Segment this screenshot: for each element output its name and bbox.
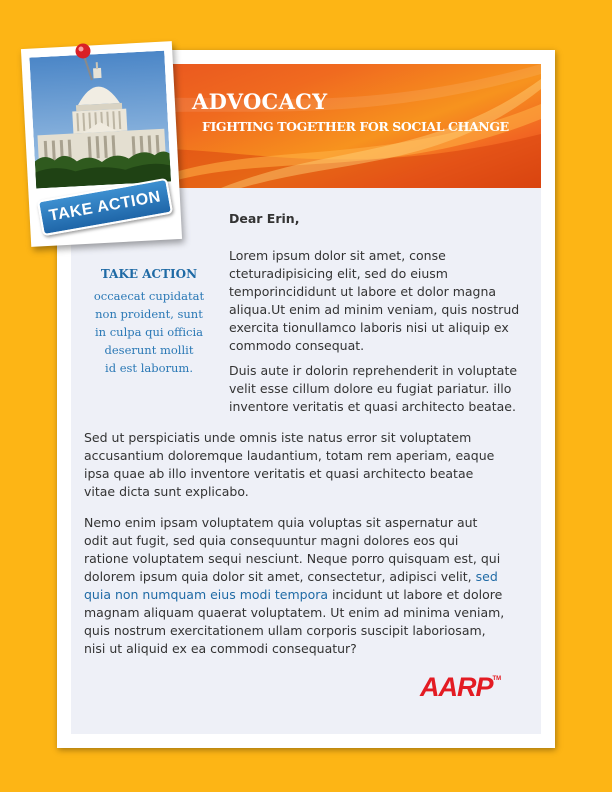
aarp-logo bbox=[420, 672, 501, 703]
banner-title: ADVOCACY bbox=[192, 89, 328, 114]
letter-paragraph-1: Lorem ipsum dolor sit amet, conse cteturadipisicing elit, sed do eiusm temporincididunt ut labore et dolor magna aliqua.Ut enim ad minim veniam, quis nostrud exercita tionullamco laboris nisi ut aliquip ex commodo consequat. bbox=[229, 248, 520, 353]
letter-paragraph-2: Duis aute ir dolorin reprehenderit in voluptate velit esse cillum dolore eu fugiat pariatur. illo inventore veritatis et quasi architecto beatae. bbox=[229, 363, 518, 414]
take-action-button[interactable]: TAKE ACTION bbox=[37, 178, 173, 236]
letter-paragraph-3: Sed ut perspiciatis unde omnis iste natus error sit voluptatem accusantium doloremque laudantium, totam rem aperiam, eaque ipsa quae ab illo inventore veritatis et quasi architecto beatae vitae dicta sunt explicabo. bbox=[84, 430, 495, 499]
sidebar-text: occaecat cupidatat non proident, sunt in culpa qui officia deserunt mollit id est laborum. bbox=[93, 289, 205, 375]
letter-greeting: Dear Erin, bbox=[229, 211, 300, 226]
aarp-trademark: TM bbox=[492, 676, 502, 682]
paragraph-4-link[interactable]: sed quia non numquam eius modi tempora bbox=[84, 569, 498, 602]
capitol-photo bbox=[29, 51, 171, 189]
aarp-logo-text: AARP bbox=[420, 672, 493, 702]
push-pin-icon bbox=[74, 42, 98, 82]
sidebar-title: TAKE ACTION bbox=[100, 267, 198, 281]
banner-subtitle: FIGHTING TOGETHER FOR SOCIAL CHANGE bbox=[202, 119, 509, 134]
paragraph-4-text-start: Nemo enim ipsam voluptatem quia voluptas sit aspernatur aut odit aut fugit, sed quia consequuntur magni dolores eos qui ratione voluptatem sequi nesciunt. Neque porro quisquam est, qui dolorem ipsum quia dolor sit amet, consectetur, adipisci velit, bbox=[84, 515, 501, 584]
letter-paragraph-4 bbox=[84, 514, 534, 658]
paragraph-4-text-end: incidunt ut labore et dolore magnam aliquam quaerat voluptatem. Ut enim ad minima veniam, quis nostrum exercitationem ullam corporis suscipit laboriosam, nisi ut aliquid ex ea commodi consequatur? bbox=[84, 587, 505, 656]
